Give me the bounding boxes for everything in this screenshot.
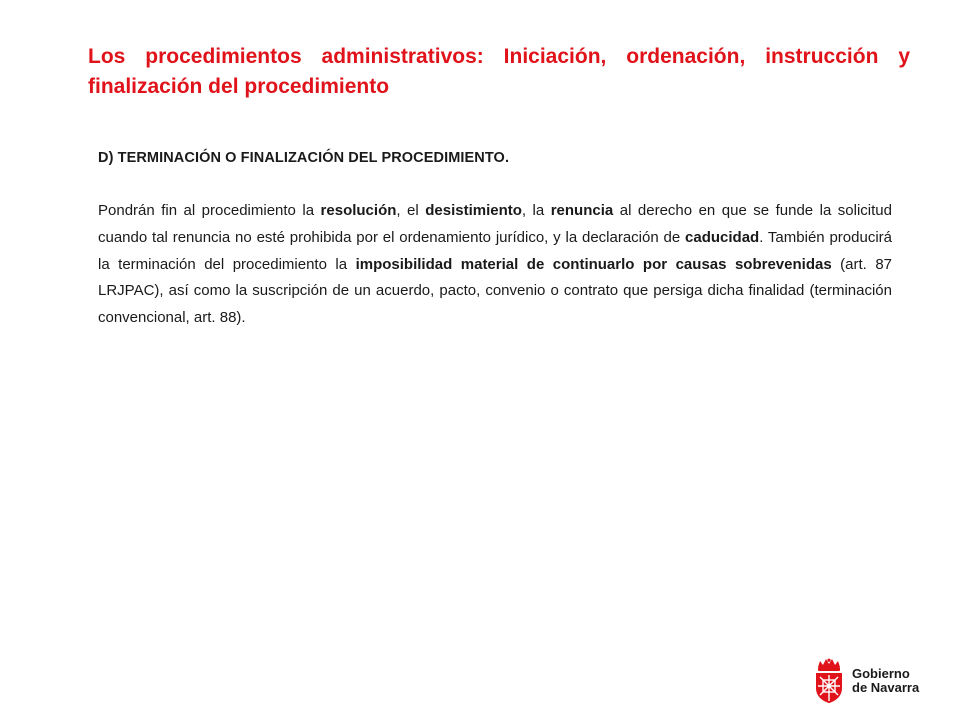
section-heading: D) TERMINACIÓN O FINALIZACIÓN DEL PROCEDIMIENTO. (98, 150, 510, 166)
paragraph-text: al derecho en que se funde la solicitud cuando tal renuncia no esté prohibida por el ordenamiento jurídico, y la declaración de (98, 202, 892, 246)
gobierno-navarra-logo (812, 658, 919, 704)
slide-title: Los procedimientos administrativos: Iniciación, ordenación, instrucción y finalización del procedimiento (88, 45, 910, 98)
logo-text (852, 667, 919, 695)
term-desistimiento: desistimiento (425, 202, 522, 219)
navarra-coat-of-arms-icon (812, 658, 846, 704)
logo-line-1: Gobierno (852, 666, 910, 681)
paragraph-text: (art. 87 LRJPAC), así como la suscripción de un acuerdo, pacto, convenio o contrato que persiga dicha finalidad (terminación convencional, art. 88). (98, 255, 893, 327)
body-paragraph (98, 198, 892, 332)
paragraph-text: Pondrán fin al procedimiento la (98, 202, 321, 219)
term-imposibilidad: imposibilidad material de continuarlo por causas sobrevenidas (355, 255, 832, 273)
logo-line-2: de Navarra (852, 680, 920, 695)
paragraph-text: , el (396, 202, 426, 219)
paragraph-text: . También producirá la terminación del procedimiento la (98, 228, 892, 273)
paragraph-text: , la (521, 202, 551, 219)
term-caducidad: caducidad (685, 228, 760, 246)
term-resolucion: resolución (320, 202, 397, 219)
term-renuncia: renuncia (550, 202, 614, 219)
